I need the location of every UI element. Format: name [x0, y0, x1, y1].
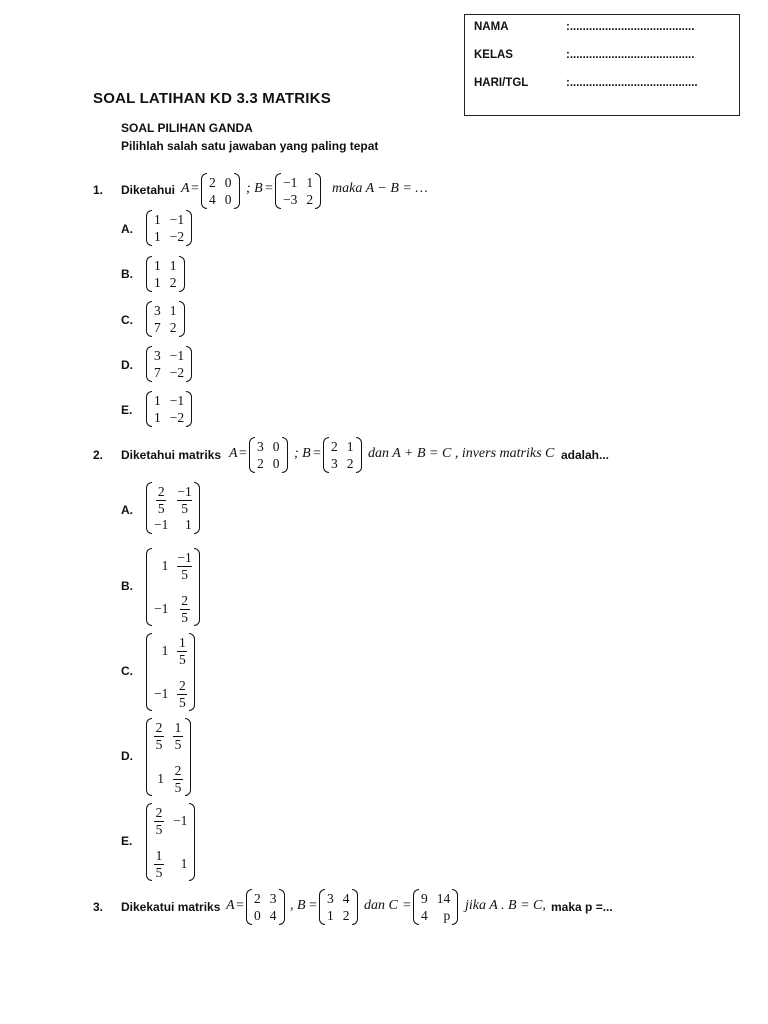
matrix-cell: 1 [154, 229, 161, 244]
q2-lead: Diketahui matriks [121, 448, 222, 462]
matrix-cell: −1 [173, 813, 188, 828]
matrix-cell: 1 [157, 771, 164, 786]
section-heading: SOAL PILIHAN GANDA [121, 121, 253, 135]
matrix-cell: 1 [169, 303, 177, 318]
paren-right [356, 437, 362, 473]
q3-c-label: dan C [364, 898, 398, 913]
date-field[interactable]: :........................................ [566, 77, 698, 89]
class-label: KELAS [474, 49, 513, 61]
q3-lead: Dikekatui matriks [121, 900, 221, 914]
paren-right [352, 889, 358, 925]
matrix-body [207, 173, 234, 209]
matrix-body [255, 437, 282, 473]
q1-option-a-matrix[interactable] [146, 210, 192, 246]
paren-right [189, 803, 195, 881]
matrix-cell: 2 [169, 275, 177, 290]
q2-option-c-matrix[interactable] [146, 633, 195, 711]
matrix-cell: 0 [272, 456, 280, 471]
q1-matrix-b [275, 173, 321, 209]
q2-mid: dan A + B = C , invers matriks C [368, 446, 555, 461]
q3-matrix-c [413, 889, 458, 925]
matrix-body [325, 889, 352, 925]
matrix-cell: −1 [169, 212, 185, 227]
q1-number: 1. [93, 183, 104, 197]
matrix-body [152, 633, 189, 711]
matrix-cell: $\frac{1}{5}$ [179, 635, 186, 667]
q2-matrix-a [249, 437, 288, 473]
matrix-cell: 7 [154, 365, 161, 380]
paren-right [194, 548, 200, 626]
q1-equals-b: = [265, 181, 273, 196]
matrix-cell: 1 [154, 275, 161, 290]
matrix-cell: 0 [224, 192, 232, 207]
q2-equals-b: = [313, 446, 321, 461]
q2-option-a-label[interactable]: A. [121, 503, 133, 517]
q3-equals-b: = [309, 898, 317, 913]
matrix-cell: 1 [154, 393, 161, 408]
q1-option-e-label[interactable]: E. [121, 403, 133, 417]
matrix-body [329, 437, 356, 473]
paren-right [315, 173, 321, 209]
matrix-cell: 1 [346, 439, 354, 454]
q2-option-e-matrix[interactable] [146, 803, 195, 881]
q2-tail: adalah... [561, 448, 610, 462]
section-instruction: Pilihlah salah satu jawaban yang paling tepat [121, 139, 379, 153]
matrix-cell: 2 [257, 456, 264, 471]
q3-equals-a: = [236, 898, 244, 913]
matrix-cell: p [443, 908, 451, 923]
q1-option-c-label[interactable]: C. [121, 313, 133, 327]
q1-option-d-matrix[interactable] [146, 346, 192, 382]
matrix-body [152, 256, 179, 292]
q3-mid: jika A . B = C, [465, 898, 546, 913]
matrix-cell: 3 [154, 303, 161, 318]
matrix-body [252, 889, 279, 925]
name-label: NAMA [474, 21, 509, 33]
matrix-cell: 1 [154, 212, 161, 227]
q1-option-a-label[interactable]: A. [121, 222, 133, 236]
matrix-body [281, 173, 315, 209]
matrix-cell: −1 [154, 517, 169, 532]
matrix-cell: $\frac{1}{5}$ [174, 720, 182, 752]
matrix-body [152, 346, 186, 382]
q2-a-label: A [229, 446, 238, 461]
paren-right [186, 391, 192, 427]
q3-matrix-b [319, 889, 358, 925]
matrix-cell: 3 [154, 348, 161, 363]
matrix-cell: 2 [169, 320, 177, 335]
matrix-cell: 2 [254, 891, 261, 906]
matrix-cell: 2 [331, 439, 338, 454]
matrix-cell: −1 [283, 175, 298, 190]
matrix-cell: 9 [421, 891, 428, 906]
paren-right [186, 346, 192, 382]
matrix-cell: $\frac{1}{5}$ [155, 848, 163, 880]
paren-right [282, 437, 288, 473]
matrix-body [152, 482, 194, 534]
matrix-body [152, 391, 186, 427]
matrix-cell: $\frac{2}{5}$ [179, 678, 186, 710]
q1-option-e-matrix[interactable] [146, 391, 192, 427]
matrix-body [152, 718, 185, 796]
matrix-cell: $\frac{-1}{5}$ [177, 484, 192, 516]
matrix-cell: 4 [209, 192, 216, 207]
matrix-cell: 1 [154, 258, 161, 273]
q2-equals-a: = [239, 446, 247, 461]
q2-matrix-b [323, 437, 362, 473]
matrix-cell: 14 [436, 891, 451, 906]
q1-matrix-a [201, 173, 240, 209]
q1-option-b-label[interactable]: B. [121, 267, 133, 281]
matrix-cell: −1 [154, 601, 169, 616]
matrix-body [152, 548, 194, 626]
q1-equals-a: = [191, 181, 199, 196]
q1-lead: Diketahui [121, 183, 176, 197]
page-title: SOAL LATIHAN KD 3.3 MATRIKS [93, 90, 331, 107]
matrix-cell: 2 [346, 456, 354, 471]
matrix-cell: 3 [327, 891, 334, 906]
matrix-cell: 2 [306, 192, 314, 207]
matrix-cell: 7 [154, 320, 161, 335]
q3-b-label: , B [290, 898, 306, 913]
matrix-cell: 3 [331, 456, 338, 471]
q1-option-c-matrix[interactable] [146, 301, 185, 337]
paren-right [234, 173, 240, 209]
q2-option-b-matrix[interactable] [146, 548, 200, 626]
q3-tail: maka p =... [551, 900, 613, 914]
matrix-cell: 0 [254, 908, 261, 923]
q2-option-d-label[interactable]: D. [121, 749, 133, 763]
matrix-cell: 0 [224, 175, 232, 190]
q2-option-e-label[interactable]: E. [121, 834, 133, 848]
identity-box [464, 14, 740, 116]
q1-tail: maka A − B = … [332, 181, 428, 196]
matrix-cell: $\frac{2}{5}$ [155, 720, 163, 752]
matrix-cell: 4 [269, 908, 277, 923]
q3-equals-c: = [403, 898, 411, 913]
matrix-cell: −2 [169, 229, 185, 244]
q2-number: 2. [93, 448, 104, 462]
matrix-cell: 4 [342, 891, 350, 906]
matrix-body [152, 210, 186, 246]
matrix-cell: $\frac{2}{5}$ [174, 763, 182, 795]
q2-option-b-label[interactable]: B. [121, 579, 133, 593]
matrix-cell: $\frac{2}{5}$ [155, 805, 163, 837]
date-label: HARI/TGL [474, 77, 529, 89]
matrix-cell: 2 [209, 175, 216, 190]
q2-option-a-matrix[interactable] [146, 482, 200, 534]
matrix-cell: −1 [169, 348, 185, 363]
matrix-cell: −3 [283, 192, 298, 207]
q2-option-c-label[interactable]: C. [121, 664, 133, 678]
q3-matrix-a [246, 889, 285, 925]
paren-right [179, 256, 185, 292]
matrix-cell: 1 [161, 558, 169, 573]
matrix-cell: −2 [169, 365, 185, 380]
matrix-cell: $\frac{2}{5}$ [181, 593, 188, 625]
q1-b-label: ; B [246, 181, 263, 196]
paren-right [452, 889, 458, 925]
matrix-cell: 1 [306, 175, 314, 190]
matrix-cell: $\frac{-1}{5}$ [177, 550, 192, 582]
q3-number: 3. [93, 900, 104, 914]
matrix-cell: −2 [169, 410, 185, 425]
q1-a-label: A [181, 181, 190, 196]
paren-right [179, 301, 185, 337]
matrix-cell: $\frac{2}{5}$ [157, 484, 165, 516]
matrix-cell: 4 [421, 908, 428, 923]
paren-right [279, 889, 285, 925]
matrix-cell: 0 [272, 439, 280, 454]
matrix-cell: 1 [169, 258, 177, 273]
matrix-cell: 1 [185, 517, 192, 532]
q2-option-d-matrix[interactable] [146, 718, 191, 796]
matrix-cell: −1 [154, 686, 169, 701]
name-field[interactable]: :....................................... [566, 21, 695, 33]
matrix-cell: 3 [269, 891, 277, 906]
class-field[interactable]: :....................................... [566, 49, 695, 61]
matrix-cell: 2 [342, 908, 350, 923]
paren-right [194, 482, 200, 534]
matrix-body [152, 301, 179, 337]
matrix-cell: 1 [154, 410, 161, 425]
matrix-body [152, 803, 189, 881]
matrix-cell: 3 [257, 439, 264, 454]
matrix-cell: 1 [180, 856, 188, 871]
matrix-cell: 1 [161, 643, 169, 658]
q3-a-label: A [226, 898, 235, 913]
q1-option-b-matrix[interactable] [146, 256, 185, 292]
paren-right [185, 718, 191, 796]
q1-option-d-label[interactable]: D. [121, 358, 133, 372]
paren-right [189, 633, 195, 711]
q2-b-label: ; B [294, 446, 311, 461]
paren-right [186, 210, 192, 246]
matrix-body [419, 889, 452, 925]
matrix-cell: 1 [327, 908, 334, 923]
matrix-cell: −1 [169, 393, 185, 408]
